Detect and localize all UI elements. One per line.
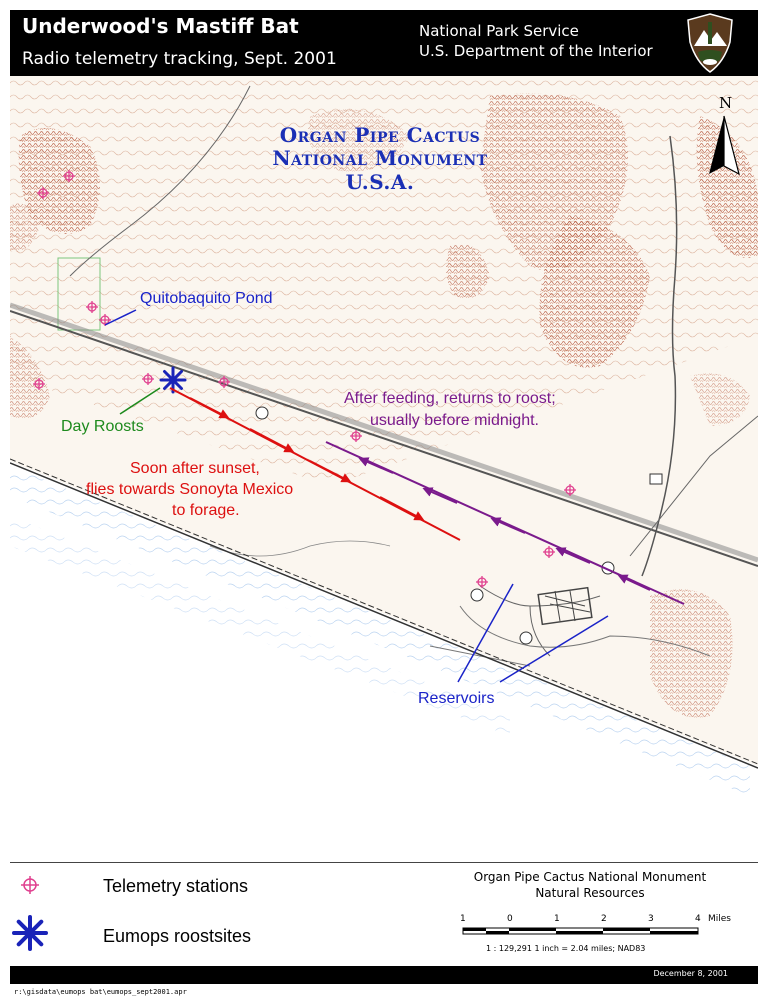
outbound-label-line: flies towards Sonoyta Mexico bbox=[86, 481, 294, 498]
scale-tick-label: 2 bbox=[601, 914, 607, 924]
scale-bar bbox=[462, 912, 752, 942]
map-title: Underwood's Mastiff Bat bbox=[22, 14, 299, 38]
scale-tick-label: 1 bbox=[460, 914, 466, 924]
park-name-line: U.S.A. bbox=[345, 170, 415, 194]
roosts-label: Day Roosts bbox=[61, 418, 144, 435]
roostsite-star-icon bbox=[12, 915, 48, 951]
org-name: Organ Pipe Cactus National Monument bbox=[473, 870, 707, 884]
telemetry-station-icon bbox=[19, 874, 41, 896]
north-arrow-icon bbox=[707, 114, 741, 176]
roosts-leader-line bbox=[120, 388, 160, 414]
reservoirs-label: Reservoirs bbox=[418, 690, 495, 707]
scale-tick-label: 1 bbox=[554, 914, 560, 924]
scale-tick-label: 0 bbox=[507, 914, 513, 924]
footer-bar bbox=[10, 966, 758, 984]
agency-name: National Park Service bbox=[419, 22, 579, 40]
north-label: N bbox=[719, 94, 733, 112]
scale-unit-label: Miles bbox=[708, 914, 731, 924]
park-name-line: Organ Pipe Cactus bbox=[279, 123, 481, 147]
return-label-line: usually before midnight. bbox=[370, 412, 539, 429]
scale-note: 1 : 129,291 1 inch = 2.04 miles; NAD83 bbox=[486, 944, 646, 953]
nps-arrowhead-logo bbox=[684, 12, 736, 74]
scale-bar-graphic bbox=[462, 927, 702, 937]
file-path: r:\gisdata\eumops bat\eumops_sept2001.apr bbox=[14, 988, 187, 996]
return-label-line: After feeding, returns to roost; bbox=[344, 390, 556, 407]
map-area bbox=[10, 76, 758, 862]
department-name: U.S. Department of the Interior bbox=[419, 42, 653, 60]
legend-roostsites-label: Eumops roostsites bbox=[103, 926, 252, 946]
reservoir-leader-line bbox=[458, 584, 513, 682]
reservoir-leader-line bbox=[500, 616, 608, 682]
park-name-line: National Monument bbox=[272, 146, 488, 170]
org-division: Natural Resources bbox=[535, 886, 645, 900]
legend-stations-label: Telemetry stations bbox=[103, 876, 249, 896]
outbound-label-line: to forage. bbox=[172, 502, 240, 519]
pond-leader-line bbox=[105, 310, 136, 325]
scale-tick-label: 4 bbox=[695, 914, 701, 924]
pond-label: Quitobaquito Pond bbox=[140, 290, 273, 307]
map-subtitle: Radio telemetry tracking, Sept. 2001 bbox=[22, 49, 337, 69]
scale-tick-label: 3 bbox=[648, 914, 654, 924]
outbound-label-line: Soon after sunset, bbox=[130, 460, 260, 477]
map-date: December 8, 2001 bbox=[653, 969, 728, 978]
